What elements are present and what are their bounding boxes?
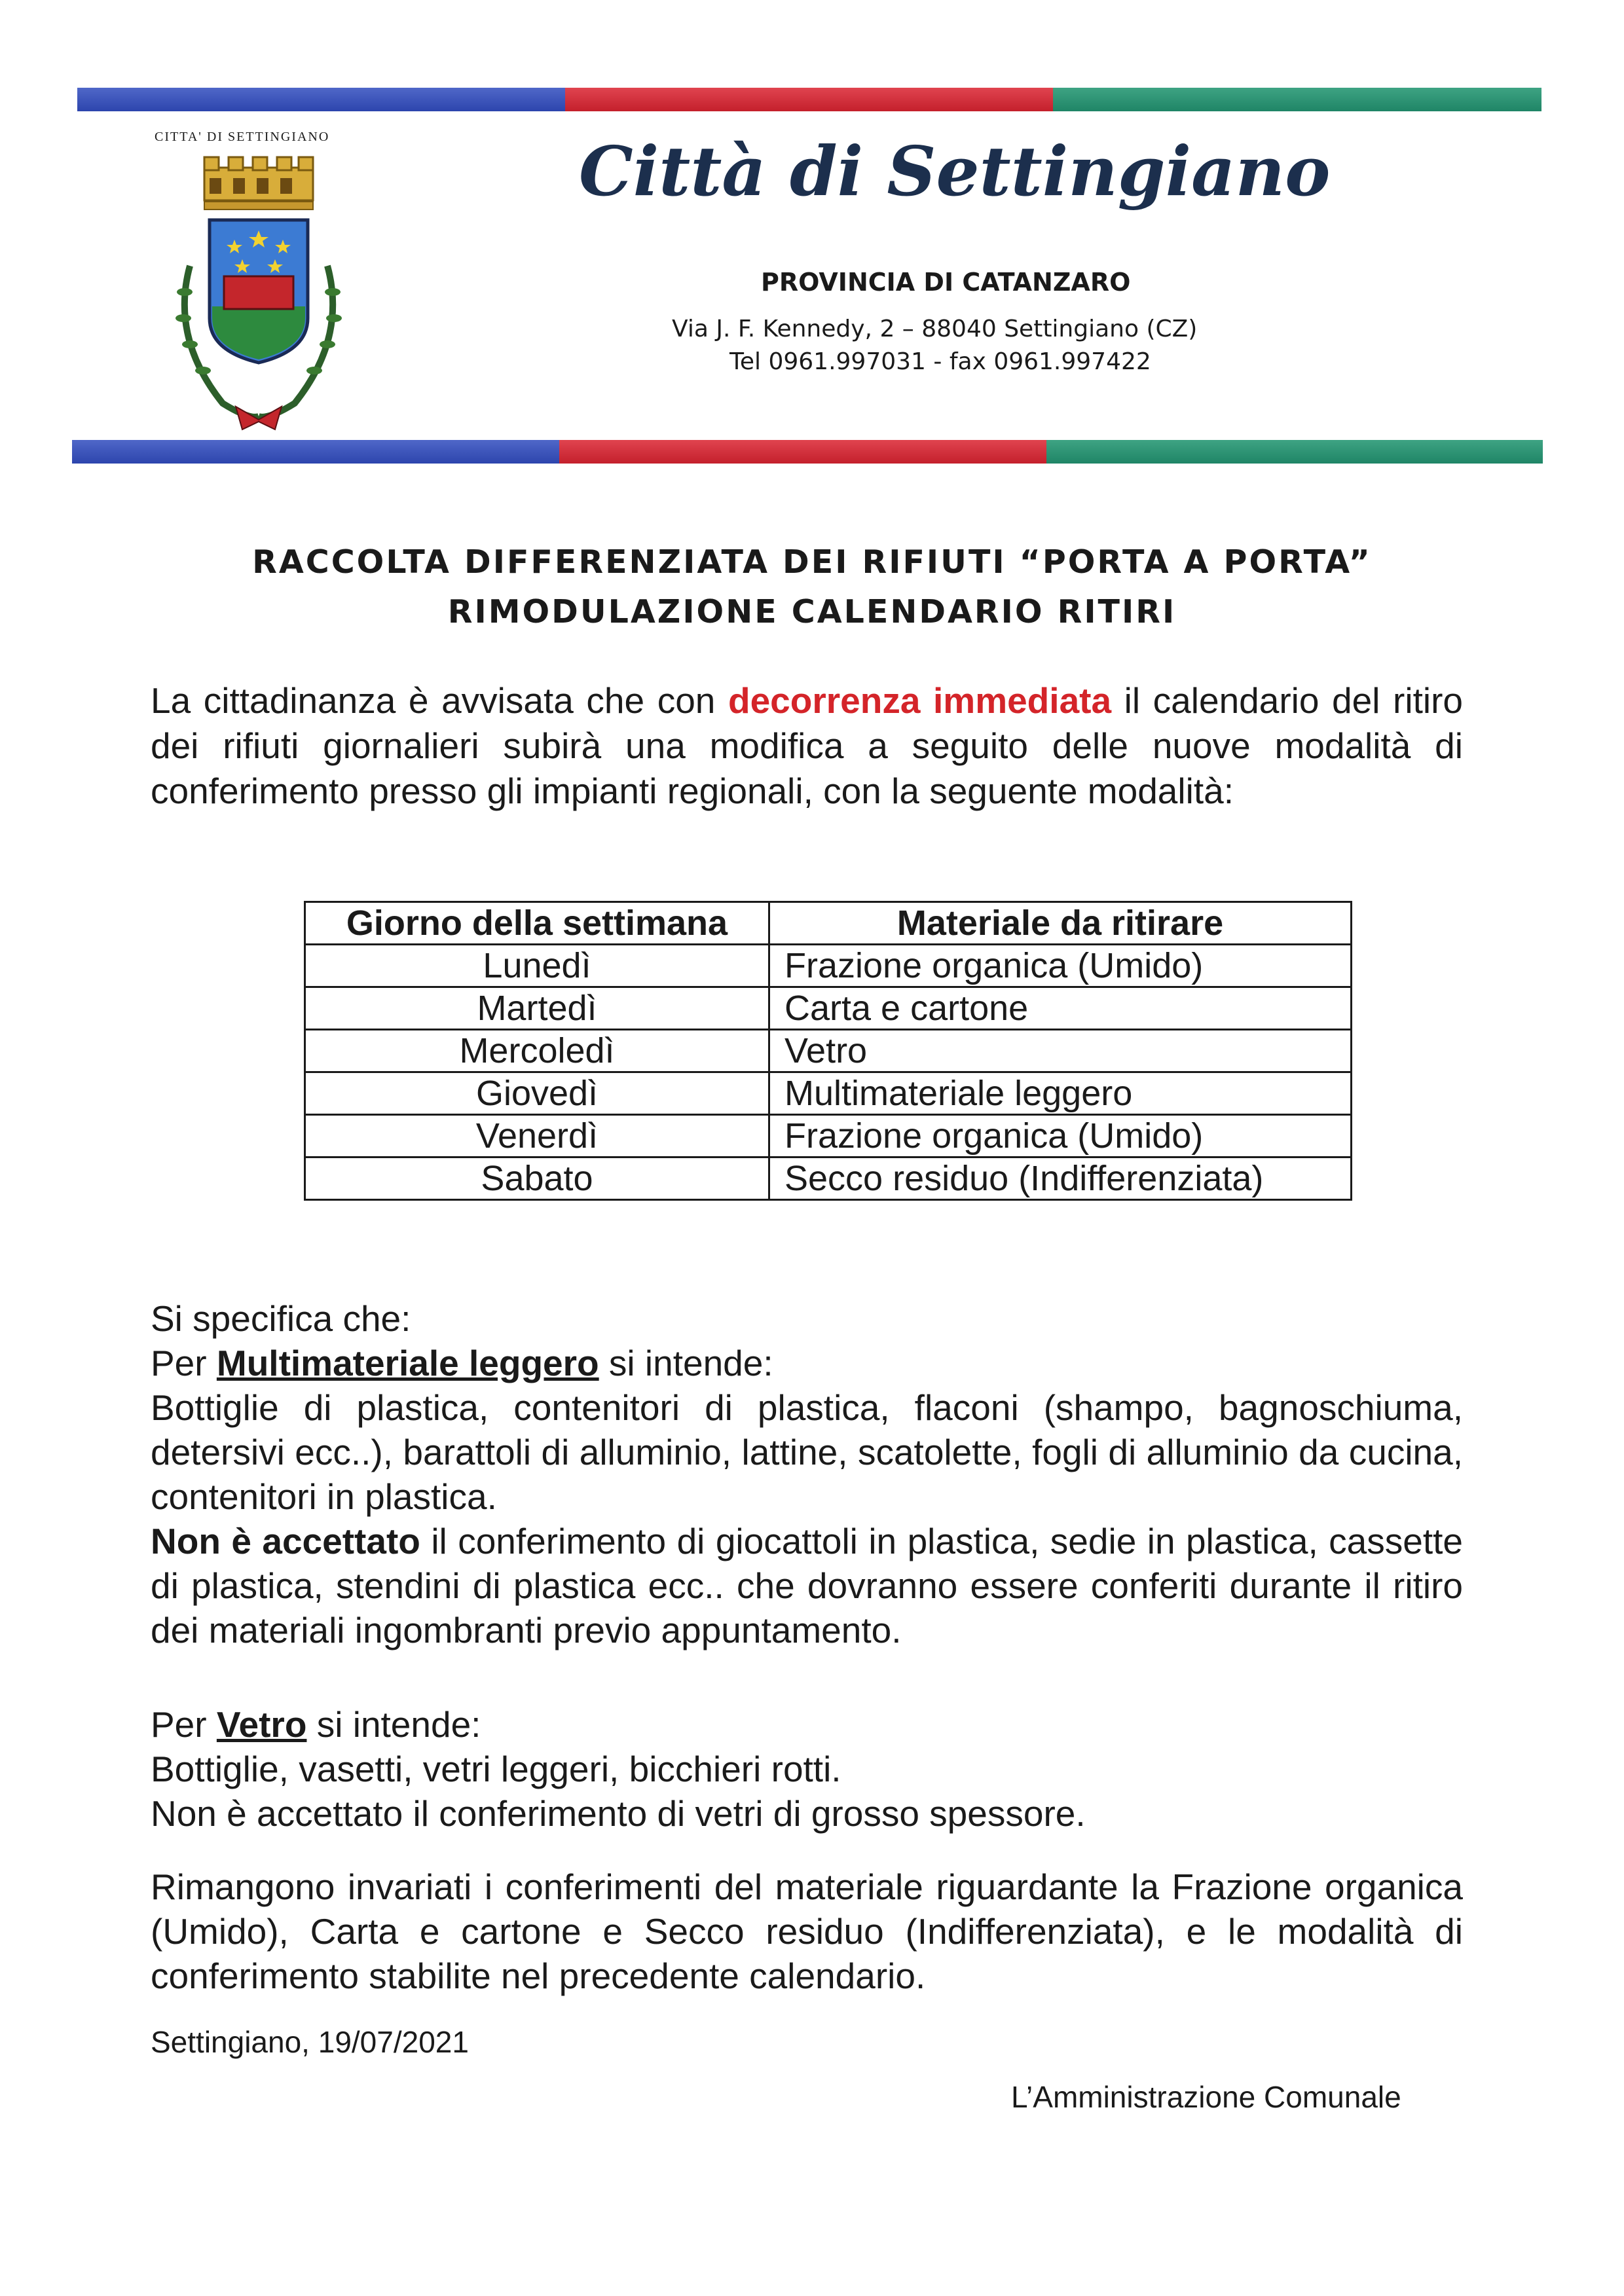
coat-of-arms-icon (164, 155, 354, 436)
vetro-description: Bottiglie, vasetti, vetri leggeri, bicchieri rotti. (151, 1749, 841, 1789)
multi-term: Multimateriale leggero (216, 1343, 599, 1383)
vetro-heading-post: si intende: (306, 1704, 481, 1745)
vetro-term: Vetro (216, 1704, 307, 1745)
city-name-title: Città di Settingiano (579, 131, 1331, 211)
collection-schedule-table (304, 901, 1352, 1201)
schedule-material: Frazione organica (Umido) (769, 945, 1352, 987)
intro-text-before: La cittadinanza è avvisata che con (151, 680, 728, 721)
schedule-material: Vetro (769, 1030, 1352, 1072)
intro-paragraph (151, 678, 1463, 814)
schedule-material: Multimateriale leggero (769, 1072, 1352, 1115)
vetro-heading-pre: Per (151, 1704, 217, 1745)
bottom-band-red (559, 440, 1046, 464)
schedule-day: Martedì (305, 987, 769, 1030)
table-row (305, 1157, 1352, 1200)
notice-title-line-1: RACCOLTA DIFFERENZIATA DEI RIFIUTI “PORTA A PORTA” (252, 543, 1372, 581)
table-row (305, 987, 1352, 1030)
multi-not-accepted-label: Non è accettato (151, 1521, 420, 1561)
closing-paragraph: Rimangono invariati i conferimenti del materiale riguardante la Frazione organica (Umido), Carta e cartone e Secco residuo (Indifferenziata), e le modalità di conferimento stabilite nel precedente calendario. (151, 1867, 1463, 1996)
schedule-material: Carta e cartone (769, 987, 1352, 1030)
schedule-material: Secco residuo (Indifferenziata) (769, 1157, 1352, 1200)
notice-title-line-2: RIMODULAZIONE CALENDARIO RITIRI (447, 593, 1177, 630)
vetro-heading (151, 1702, 481, 1747)
intro-text-after: il calendario del ritiro dei rifiuti giornalieri subirà una modifica a seguito delle nuove modalità di conferimento presso gli impianti regionali, con la seguente modalità: (151, 680, 1463, 811)
multi-not-accepted-text: il conferimento di giocattoli in plastica, sedie in plastica, cassette di plastica, stendini di plastica ecc.. che dovranno essere conferiti durante il ritiro dei materiali ingombranti previo appuntamento. (151, 1521, 1464, 1650)
table-row (305, 1030, 1352, 1072)
multi-heading (151, 1341, 773, 1385)
schedule-day: Lunedì (305, 945, 769, 987)
province-label: PROVINCIA DI CATANZARO (761, 268, 1131, 297)
specs-intro: Si specifica che: (151, 1298, 411, 1339)
schedule-day: Sabato (305, 1157, 769, 1200)
schedule-day: Mercoledì (305, 1030, 769, 1072)
multi-not-accepted (151, 1519, 1463, 1652)
table-row (305, 1072, 1352, 1115)
schedule-day: Giovedì (305, 1072, 769, 1115)
multi-heading-pre: Per (151, 1343, 217, 1383)
address-line: Via J. F. Kennedy, 2 – 88040 Settingiano (CZ) (672, 316, 1198, 342)
intro-highlight: decorrenza immediata (728, 680, 1112, 721)
column-header-material: Materiale da ritirare (769, 902, 1352, 945)
multi-heading-post: si intende: (599, 1343, 773, 1383)
top-band-red (565, 88, 1053, 111)
top-band-green (1053, 88, 1541, 111)
multi-description: Bottiglie di plastica, contenitori di plastica, flaconi (shampo, bagnoschiuma, detersivi ecc..), barattoli di alluminio, lattine, scatolette, fogli di alluminio da cucina, contenitori in plastica. (151, 1387, 1463, 1517)
coat-of-arms-caption: CITTA' DI SETTINGIANO (155, 130, 330, 144)
column-header-day: Giorno della settimana (305, 902, 769, 945)
signature: L’Amministrazione Comunale (1011, 2080, 1401, 2114)
bottom-band-blue (72, 440, 559, 464)
table-row (305, 945, 1352, 987)
schedule-material: Frazione organica (Umido) (769, 1115, 1352, 1157)
bottom-band-green (1046, 440, 1543, 464)
phone-fax-line: Tel 0961.997031 - fax 0961.997422 (729, 348, 1151, 375)
vetro-not-accepted: Non è accettato il conferimento di vetri di grosso spessore. (151, 1793, 1086, 1834)
table-row (305, 1115, 1352, 1157)
top-band-blue (77, 88, 565, 111)
table-header-row (305, 902, 1352, 945)
schedule-day: Venerdì (305, 1115, 769, 1157)
place-date: Settingiano, 19/07/2021 (151, 2025, 469, 2059)
